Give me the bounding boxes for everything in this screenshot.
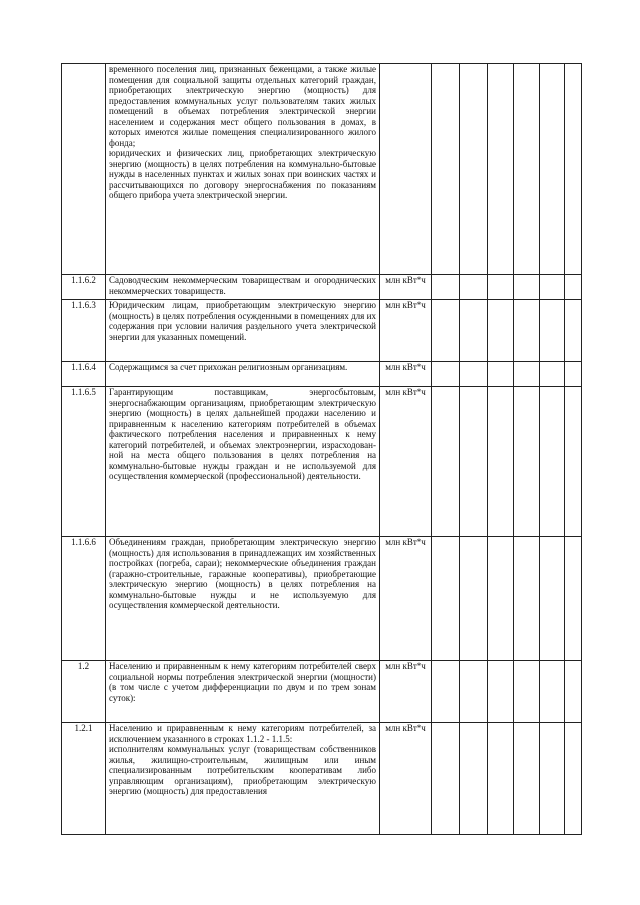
- row-number: 1.1.6.3: [62, 300, 106, 362]
- table-row: [62, 300, 582, 362]
- value-cell: [460, 64, 488, 275]
- value-cell: [514, 275, 540, 300]
- table-row: [62, 275, 582, 300]
- table-row: [62, 661, 582, 723]
- value-cell: [565, 300, 582, 362]
- value-cell: [514, 64, 540, 275]
- value-cell: [514, 387, 540, 537]
- row-description: Объединениям граждан, приобретающим электрическую энергию (мощность) для использования в принадлежащих им хозяйственных постройках (погреба, сараи); некоммерческие объединения граждан (гаражно-строительные, гаражные кооперативы), приобретающие электрическую энергию (мощность) в целях потребления на коммунально-бытовые нужды и не используемую для осуществления коммерческой деятельности.: [106, 537, 380, 661]
- value-cell: [540, 64, 565, 275]
- row-description: [106, 64, 380, 275]
- row-unit: млн кВт*ч: [380, 362, 432, 387]
- value-cell: [432, 275, 460, 300]
- value-cell: [432, 300, 460, 362]
- value-cell: [514, 300, 540, 362]
- value-cell: [488, 387, 514, 537]
- value-cell: [565, 537, 582, 661]
- row-number: [62, 64, 106, 275]
- row-description: Содержащимся за счет прихожан религиозным организациям.: [106, 362, 380, 387]
- value-cell: [514, 661, 540, 723]
- value-cell: [488, 64, 514, 275]
- value-cell: [460, 661, 488, 723]
- row-description: [106, 723, 380, 835]
- value-cell: [460, 537, 488, 661]
- value-cell: [488, 537, 514, 661]
- row-unit: млн кВт*ч: [380, 537, 432, 661]
- value-cell: [540, 661, 565, 723]
- value-cell: [432, 64, 460, 275]
- row-description: Садоводческим некоммерческим товариществам и огороднических некоммерческих товариществ.: [106, 275, 380, 300]
- table-row: [62, 362, 582, 387]
- row-description: Гарантирующим поставщикам, энергосбытовым, энергоснабжающим организациям, приобретающим электрическую энергию (мощность) в целях дальнейшей продажи населению и приравненным к населению категориям потребителей в объемах фактического потребления населения и приравненных к нему категорий потребителей, и объемах электроэнергии, израсходован-ной на места общего пользования в целях потребления на коммунально-бытовые нужды граждан и не используемой для осуществления коммерческой (профессиональной) деятельности.: [106, 387, 380, 537]
- row-number: 1.2.1: [62, 723, 106, 835]
- value-cell: [540, 275, 565, 300]
- value-cell: [540, 300, 565, 362]
- row-unit: млн кВт*ч: [380, 661, 432, 723]
- row-number: 1.2: [62, 661, 106, 723]
- value-cell: [488, 275, 514, 300]
- value-cell: [488, 362, 514, 387]
- value-cell: [565, 387, 582, 537]
- description-paragraph: юридических и физических лиц, приобретающих электрическую энергию (мощность) в целях потребления на коммунально-бытовые нужды в населенных пунктах и жилых зонах при воинских частях и рассчитывающихся по договору энергоснабжения по показаниям общего прибора учета электрической энергии.: [109, 148, 376, 200]
- value-cell: [514, 362, 540, 387]
- tariff-table: [61, 63, 582, 835]
- value-cell: [488, 300, 514, 362]
- value-cell: [565, 661, 582, 723]
- value-cell: [540, 537, 565, 661]
- row-number: 1.1.6.6: [62, 537, 106, 661]
- row-description: Населению и приравненным к нему категориям потребителей сверх социальной нормы потребления электрической энергии (мощности) (в том числе с учетом дифференциации по двум и по трем зонам суток):: [106, 661, 380, 723]
- row-unit: млн кВт*ч: [380, 387, 432, 537]
- row-unit: млн кВт*ч: [380, 275, 432, 300]
- row-number: 1.1.6.5: [62, 387, 106, 537]
- value-cell: [514, 723, 540, 835]
- value-cell: [432, 387, 460, 537]
- row-unit: [380, 64, 432, 275]
- value-cell: [460, 300, 488, 362]
- row-number: 1.1.6.4: [62, 362, 106, 387]
- row-unit: млн кВт*ч: [380, 723, 432, 835]
- value-cell: [460, 362, 488, 387]
- row-number: 1.1.6.2: [62, 275, 106, 300]
- value-cell: [565, 362, 582, 387]
- value-cell: [432, 661, 460, 723]
- description-paragraph: Населению и приравненным к нему категориям потребителей, за исключением указанного в строках 1.1.2 - 1.1.5:: [109, 723, 376, 744]
- table-row: [62, 723, 582, 835]
- value-cell: [460, 387, 488, 537]
- value-cell: [432, 362, 460, 387]
- value-cell: [460, 723, 488, 835]
- description-paragraph: временного поселения лиц, признанных беженцами, а также жилые помещения для социальной защиты отдельных категорий граждан, приобретающих электрическую энергию (мощность) для предоставления коммунальных услуг пользователям таких жилых помещений в объемах потребления электрической энергии населением и содержания мест общего пользования в домах, в которых имеются жилые помещения специализированного жилого фонда;: [109, 64, 376, 148]
- value-cell: [540, 362, 565, 387]
- value-cell: [432, 537, 460, 661]
- value-cell: [432, 723, 460, 835]
- table-row: [62, 387, 582, 537]
- value-cell: [514, 537, 540, 661]
- value-cell: [540, 387, 565, 537]
- row-description: Юридическим лицам, приобретающим электрическую энергию (мощность) в целях потребления осужденными в помещениях для их содержания при условии наличия раздельного учета электрической энергии для указанных помещений.: [106, 300, 380, 362]
- value-cell: [488, 723, 514, 835]
- row-unit: млн кВт*ч: [380, 300, 432, 362]
- value-cell: [488, 661, 514, 723]
- table-row: [62, 64, 582, 275]
- description-paragraph: исполнителям коммунальных услуг (товариществам собственников жилья, жилищно-строительным, жилищным или иным специализированным потребительским кооперативам либо управляющим организациям), приобретающим электрическую энергию (мощность) для предоставления: [109, 744, 376, 796]
- value-cell: [565, 723, 582, 835]
- value-cell: [460, 275, 488, 300]
- value-cell: [565, 64, 582, 275]
- value-cell: [540, 723, 565, 835]
- table-row: [62, 537, 582, 661]
- value-cell: [565, 275, 582, 300]
